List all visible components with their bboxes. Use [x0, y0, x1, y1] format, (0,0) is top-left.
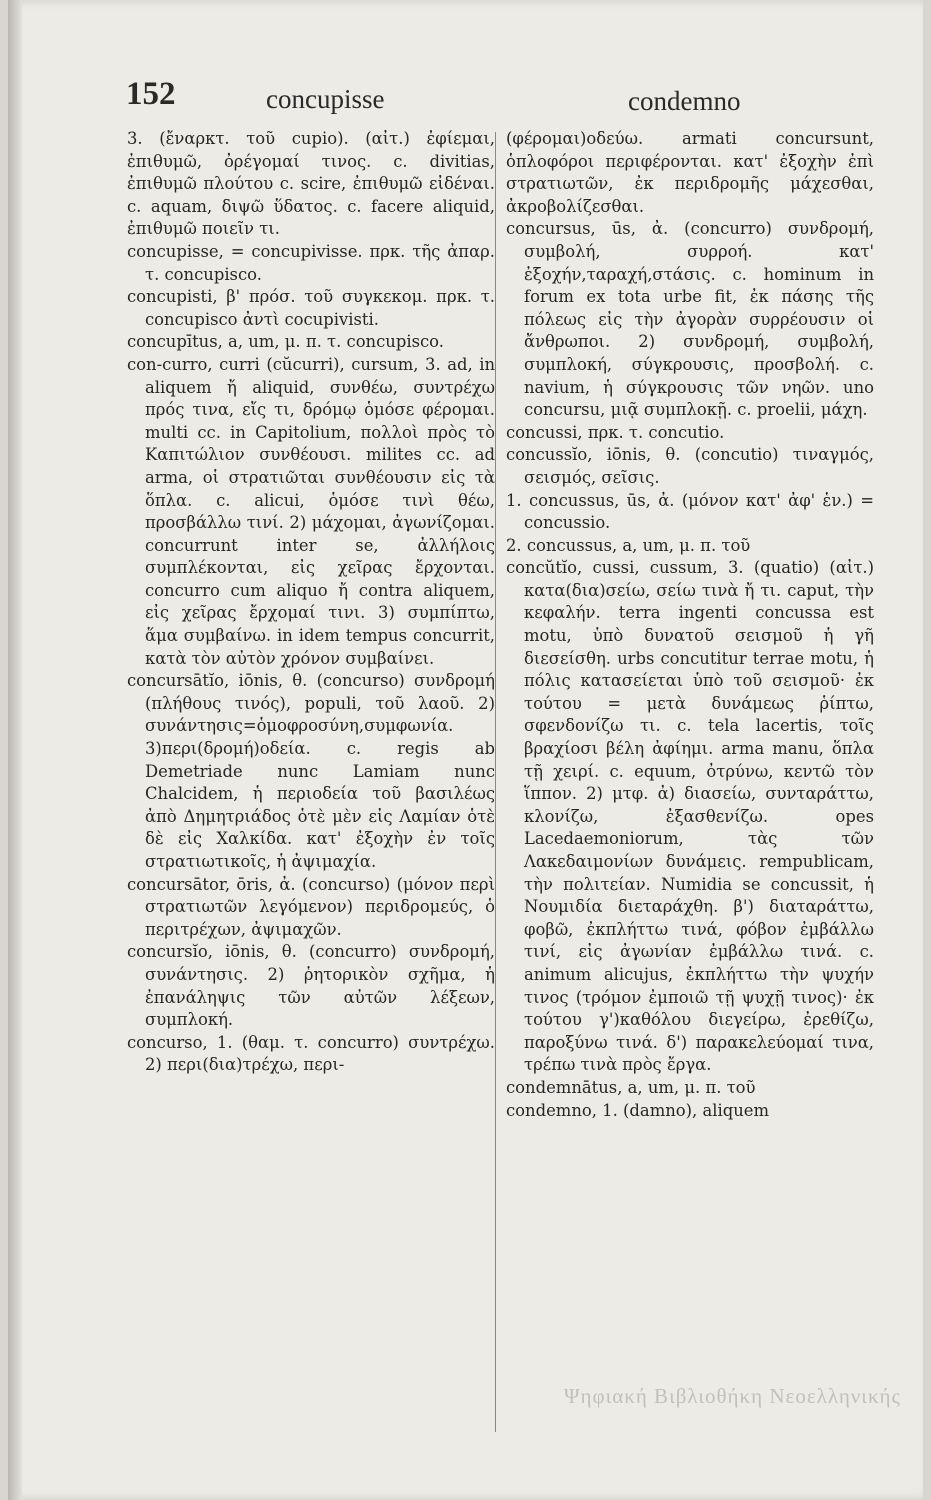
page-binding-edge [8, 0, 22, 1500]
library-watermark: Ψηφιακή Βιβλιοθήκη Νεοελληνικής [564, 1384, 901, 1408]
dictionary-entry: concussi, πρκ. τ. concutio. [506, 422, 725, 442]
dictionary-entry: concupisti, β' πρόσ. τοῦ συγκεκομ. πρκ. τ. concupisco ἀντὶ cocupivisti. [127, 287, 495, 329]
dictionary-entry: concupisse, = concupivisse. πρκ. τῆς ἀπαρ. τ. concupisco. [127, 241, 495, 284]
dictionary-entry: condemnātus, a, um, μ. π. τοῦ [506, 1077, 756, 1097]
dictionary-entry: concursus, ūs, ἀ. (concurro) συνδρομή, συμβολή, συρροή. κατ' ἐξοχήν,ταραχή,στάσις. c. hominum in forum ex tota urbe fit, ἐκ πάσης τῆς πόλεως εἰς τὴν ἀγορὰν συρρέουσιν οἱ ἄνθρωποι. 2) συνδρομή, συμβολή, συμπλοκή, σύγκρουσις, προσβολή. c. navium, ἡ σύγκρουσις τῶν νηῶν. uno concursu, μιᾷ συμπλοκῇ. c. proelii, μάχη. [506, 219, 874, 420]
right-column [506, 128, 874, 1122]
left-column [127, 128, 495, 1077]
right-guide-word: condemno [628, 86, 741, 116]
dictionary-entry: concursĭo, iōnis, θ. (concurro) συνδρομή, συνάντησις. 2) ῥητορικὸν σχῆμα, ἡ ἐπανάληψις τῶν αὐτῶν λέξεων, συμπλοκή. [127, 942, 495, 1030]
left-guide-word: concupisse [266, 84, 385, 114]
page-header [8, 74, 923, 124]
dictionary-entry: concurso, 1. (θαμ. τ. concurro) συντρέχω. 2) περι(δια)τρέχω, περι- [127, 1032, 495, 1075]
dictionary-entry: condemno, 1. (damno), aliquem [506, 1100, 770, 1120]
dictionary-entry: concupītus, a, um, μ. π. τ. concupisco. [127, 332, 444, 352]
dictionary-entry: (φέρομαι)οδεύω. armati concursunt, ὁπλοφόροι περιφέρονται. κατ' ἐξοχὴν ἐπὶ στρατιωτῶν, ἐκ περιδρομῆς μάχεσθαι, ἀκροβολίζεσθαι. [506, 129, 874, 216]
column-divider [495, 132, 496, 1432]
dictionary-entry: 2. concussus, a, um, μ. π. τοῦ [506, 535, 751, 555]
dictionary-entry: concussĭo, iōnis, θ. (concutio) τιναγμός, σεισμός, σεῖσις. [506, 445, 874, 487]
dictionary-entry: concursātĭo, iōnis, θ. (concurso) συνδρομή (πλήθους τινός), populi, τοῦ λαοῦ. 2) συνάντησις=ὁμοφροσύνη,συμφωνία. 3)περι(δρομή)οδεία. c. regis ab Demetriade nunc Lamiam nunc Chalcidem, ἡ περιοδεία τοῦ βασιλέως ἀπὸ Δημητριάδος ὁτὲ μὲν εἰς Λαμίαν ὁτὲ δὲ εἰς Χαλκίδα. κατ' ἐξοχὴν ἐν τοῖς στρατιωτικοῖς, ἡ ἀψιμαχία. [127, 671, 495, 871]
dictionary-entry: con-curro, curri (cŭcurri), cursum, 3. ad, in aliquem ἤ aliquid, συνθέω, συντρέχω πρός τινα, εἴς τι, δρόμῳ ὁμόσε φέρομαι. multi cc. in Capitolium, πολλοὶ πρὸς τὸ Καπιτώλιον συνθέουσι. milites cc. ad arma, οἱ στρατιῶται συνθέουσιν εἰς τὰ ὅπλα. c. alicui, ὁμόσε τινὶ θέω, προσβάλλω τινί. 2) μάχομαι, ἀγωνίζομαι. concurrunt inter se, ἀλλήλοις συμπλέκονται, εἰς χεῖρας ἔρχονται. concurro cum aliquo ἤ contra aliquem, εἰς χεῖρας ἔρχομαί τινι. 3) συμπίπτω, ἅμα συμβαίνω. in idem tempus concurrit, κατὰ τὸν αὐτὸν χρόνον συμβαίνει. [127, 354, 495, 668]
dictionary-entry: 1. concussus, ūs, ἀ. (μόνον κατ' ἀφ' ἑν.) = concussio. [506, 490, 874, 533]
dictionary-entry: concŭtĭo, cussi, cussum, 3. (quatio) (αἰτ.) κατα(δια)σείω, σείω τινὰ ἤ τι. caput, τὴν κεφαλήν. terra ingenti concussa est motu, ὑπὸ δυνατοῦ σεισμοῦ ἡ γῆ διεσείσθη. urbs concutitur terrae motu, ἡ πόλις κατασείεται ὑπὸ τοῦ σεισμοῦ· ἐκ τούτου = μετὰ δυνάμεως ῥίπτω, σφενδονίζω τι. c. tela lacertis, τοῖς βραχίοσι βέλη ἀφίημι. arma manu, ὅπλα τῇ χειρί. c. equum, ὀτρύνω, κεντῶ τὸν ἵππον. 2) μτφ. ἀ) διασείω, συνταράττω, κλονίζω, ἐξασθενίζω. opes Lacedaemoniorum, τὰς τῶν Λακεδαιμονίων δυνάμεις. rempublicam, τὴν πολιτείαν. Numidia se concussit, ἡ Νουμιδία διεταράχθη. β') διαταράττω, φοβῶ, ἐκπλήττω τινά, φόβον ἐμβάλλω τινί, εἰς ἀγωνίαν ἐμβάλλω τινά. c. animum alicujus, ἐκπλήττω τὴν ψυχήν τινος (τρόμον ἐμποιῶ τῇ ψυχῇ τινος)· ἐκ τούτου γ')καθόλου διεγείρω, ἐρεθίζω, παροξύνω τινά. δ') παρακελεύομαί τινα, τρέπω τινὰ πρὸς ἔργα. [506, 558, 874, 1075]
dictionary-entry: 3. (ἔναρκτ. τοῦ cupio). (αἰτ.) ἐφίεμαι, ἐπιθυμῶ, ὀρέγομαί τινος. c. divitias, ἐπιθυμῶ πλούτου c. scire, ἐπιθυμῶ εἰδέναι. c. aquam, διψῶ ὕδατος. c. facere aliquid, ἐπιθυμῶ ποιεῖν τι. [127, 129, 495, 239]
dictionary-entry: concursātor, ōris, ἀ. (concurso) (μόνον περὶ στρατιωτῶν λεγόμενον) περιδρομεύς, ὁ περιτρέχων, ἀψιμαχῶν. [127, 874, 495, 939]
page-number: 152 [126, 76, 176, 112]
dictionary-page [8, 0, 923, 1500]
